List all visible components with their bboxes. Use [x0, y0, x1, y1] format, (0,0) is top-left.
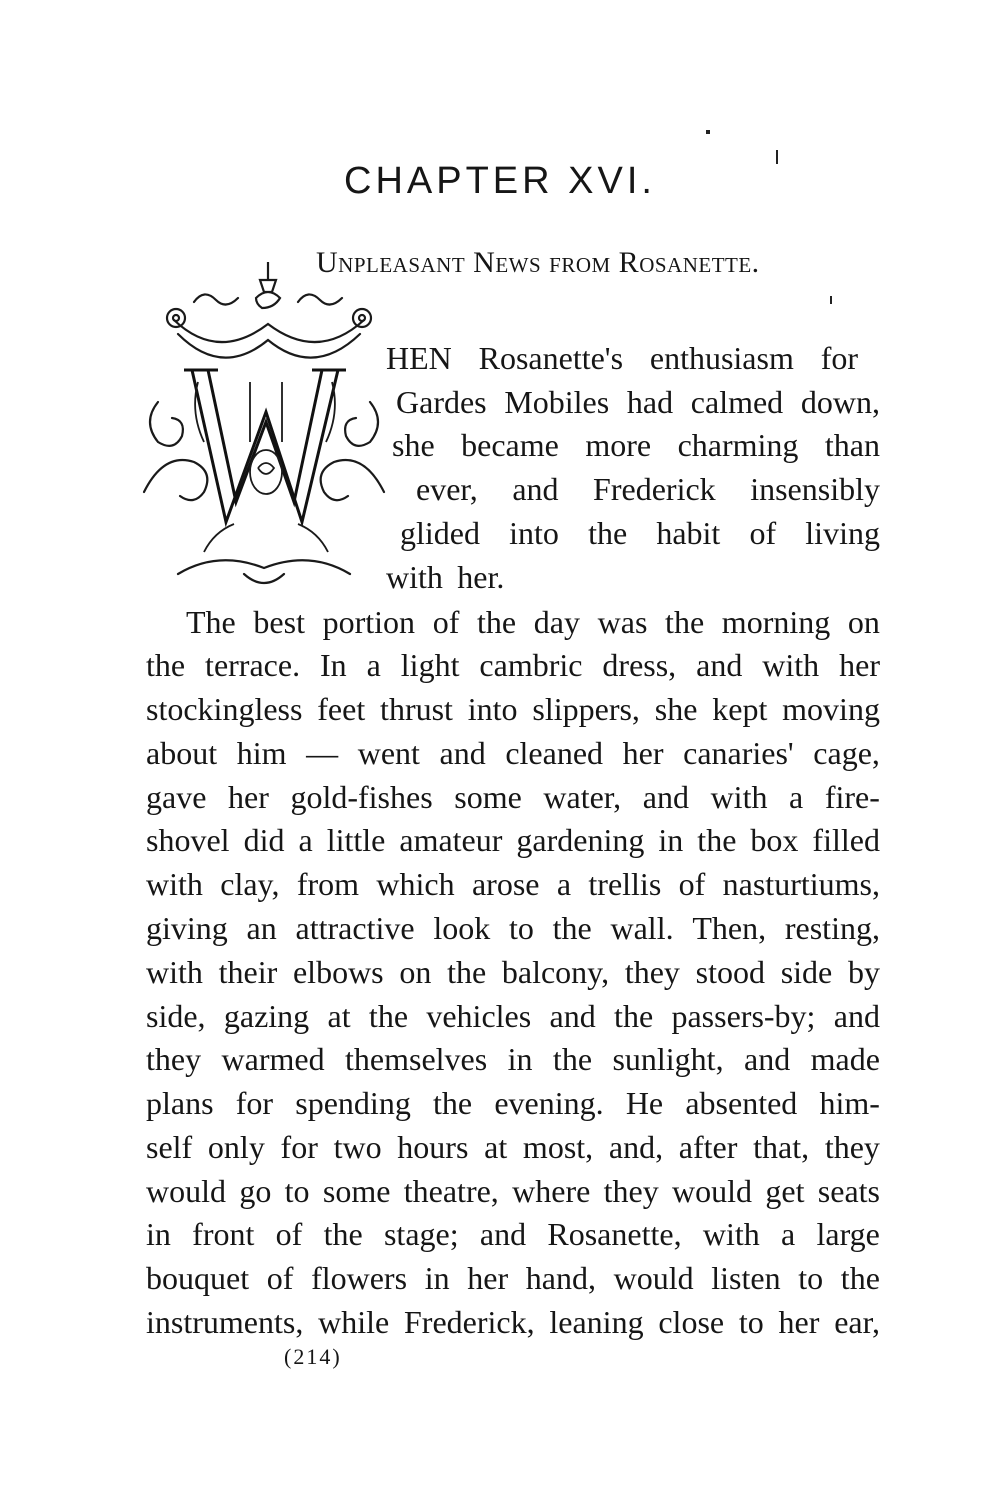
word: resting,: [784, 910, 880, 946]
text-line-15: [146, 954, 880, 990]
word: and: [642, 779, 689, 815]
text-line-16: [146, 998, 880, 1034]
word: slippers,: [532, 691, 640, 727]
word: their: [218, 954, 278, 990]
word: trellis: [588, 866, 662, 902]
word: her: [778, 1304, 820, 1340]
word: did: [243, 822, 285, 858]
word: day: [533, 604, 580, 640]
scan-speck: [776, 150, 778, 164]
word: with: [146, 954, 203, 990]
word: more: [585, 427, 652, 463]
word: the: [697, 822, 737, 858]
word: was: [597, 604, 648, 640]
word: of: [678, 866, 706, 902]
word: and: [512, 471, 559, 507]
word: theatre,: [403, 1173, 499, 1209]
word: him: [236, 735, 287, 771]
word: in: [424, 1260, 450, 1296]
word: bouquet: [146, 1260, 250, 1296]
word: to: [738, 1304, 764, 1340]
word: front: [192, 1216, 255, 1252]
text-line-3: [392, 427, 880, 463]
ornamental-drop-cap-w: [138, 262, 390, 592]
word: the: [323, 1216, 363, 1252]
word: most,: [522, 1129, 594, 1165]
word: him-: [819, 1085, 880, 1121]
word: ear,: [834, 1304, 880, 1340]
word: the: [146, 647, 186, 683]
word: cleaned: [505, 735, 604, 771]
word: with: [710, 779, 768, 815]
word: for: [280, 1129, 318, 1165]
word: down,: [800, 384, 880, 420]
word: a: [789, 779, 804, 815]
word: balcony,: [501, 954, 610, 990]
word: go: [239, 1173, 272, 1209]
word: stage;: [383, 1216, 459, 1252]
word: with: [386, 559, 443, 595]
word: large: [816, 1216, 880, 1252]
word: on: [399, 954, 432, 990]
word: made: [810, 1041, 880, 1077]
word: nasturtiums,: [722, 866, 880, 902]
word: leaning: [549, 1304, 644, 1340]
word: vehicles: [426, 998, 532, 1034]
word: a: [556, 866, 572, 902]
word: look: [433, 910, 491, 946]
word: an: [246, 910, 277, 946]
word: instruments,: [146, 1304, 304, 1340]
word: dress,: [602, 647, 677, 683]
word: about: [146, 735, 218, 771]
word: terrace.: [205, 647, 301, 683]
word: her: [467, 1260, 509, 1296]
word: enthusiasm: [649, 340, 794, 376]
word: calmed: [690, 384, 784, 420]
word: of: [432, 604, 460, 640]
word: plans: [146, 1085, 214, 1121]
word: the: [447, 954, 487, 990]
word: with: [146, 866, 203, 902]
word: in: [658, 822, 684, 858]
word: only: [207, 1129, 265, 1165]
word: a: [781, 1216, 796, 1252]
word: kept: [712, 691, 768, 727]
chapter-title: CHAPTER XVI.: [344, 160, 656, 202]
scan-speck: [830, 296, 832, 304]
word: canaries': [683, 735, 794, 771]
word: cage,: [813, 735, 880, 771]
word: insensibly: [750, 471, 880, 507]
word: the: [477, 604, 517, 640]
word: the: [433, 1085, 473, 1121]
word: they: [824, 1129, 880, 1165]
word: for: [235, 1085, 274, 1121]
word: self: [146, 1129, 193, 1165]
text-line-12: [146, 822, 880, 858]
word: she: [654, 691, 698, 727]
text-line-13: [146, 866, 880, 902]
word: cambric: [479, 647, 583, 683]
word: some: [454, 779, 522, 815]
word: hours: [397, 1129, 469, 1165]
word: portion: [322, 604, 416, 640]
word: for: [820, 340, 858, 376]
word: ever,: [416, 471, 478, 507]
word: into: [467, 691, 518, 727]
word: giving: [146, 910, 228, 946]
text-line-8: [146, 647, 880, 683]
word: from: [296, 866, 360, 902]
text-line-14: [146, 910, 880, 946]
word: while: [318, 1304, 390, 1340]
word: arose: [471, 866, 540, 902]
word: on: [847, 604, 880, 640]
word: attractive: [295, 910, 415, 946]
word: where: [512, 1173, 591, 1209]
word: The: [186, 604, 236, 640]
word: and: [833, 998, 880, 1034]
word: get: [765, 1173, 805, 1209]
word: to: [798, 1260, 824, 1296]
word: with: [762, 647, 820, 683]
word: flowers: [311, 1260, 408, 1296]
text-line-9: [146, 691, 880, 727]
word: her: [839, 647, 880, 683]
word: shovel: [146, 822, 230, 858]
chapter-subtitle: Unpleasant News from Rosanette.: [316, 246, 760, 279]
word: they: [603, 1173, 659, 1209]
word: listen: [711, 1260, 781, 1296]
word: light: [400, 647, 460, 683]
word: and: [549, 998, 596, 1034]
word: box: [750, 822, 799, 858]
word: amateur: [399, 822, 503, 858]
text-line-6: [386, 559, 586, 595]
text-line-7: [186, 604, 880, 640]
word: fire-: [824, 779, 880, 815]
word: stood: [695, 954, 765, 990]
word: themselves: [345, 1041, 488, 1077]
word: stockingless: [146, 691, 303, 727]
word: that,: [753, 1129, 810, 1165]
word: the: [588, 515, 628, 551]
word: had: [626, 384, 674, 420]
text-line-20: [146, 1173, 880, 1209]
word: in: [507, 1041, 533, 1077]
word: than: [824, 427, 880, 463]
word: the: [552, 910, 592, 946]
word: filled: [812, 822, 880, 858]
word: Frederick: [593, 471, 716, 507]
word: clay,: [220, 866, 280, 902]
word: feet: [317, 691, 366, 727]
word: at: [327, 998, 351, 1034]
word: seats: [817, 1173, 880, 1209]
word: Then,: [692, 910, 767, 946]
word: moving: [782, 691, 880, 727]
word: her: [622, 735, 664, 771]
word: water,: [543, 779, 622, 815]
word: by: [847, 954, 880, 990]
word: wall.: [610, 910, 674, 946]
word: into: [509, 515, 559, 551]
word: in: [146, 1216, 171, 1252]
word: thrust: [380, 691, 453, 727]
word: they: [624, 954, 680, 990]
word: two: [333, 1129, 382, 1165]
word: at: [484, 1129, 508, 1165]
text-line-10: [146, 735, 880, 771]
word: gold-fishes: [290, 779, 433, 815]
word: Rosanette's: [478, 340, 624, 376]
word: spending: [295, 1085, 411, 1121]
word: and: [439, 735, 486, 771]
text-line-11: [146, 779, 880, 815]
word: with: [702, 1216, 760, 1252]
word: living: [805, 515, 880, 551]
word: went: [357, 735, 420, 771]
word: little: [326, 822, 386, 858]
word: her.: [457, 559, 505, 595]
word: and,: [608, 1129, 664, 1165]
text-line-4: [416, 471, 880, 507]
word: would: [613, 1260, 694, 1296]
word: after: [678, 1129, 738, 1165]
word: to: [284, 1173, 310, 1209]
word: and: [743, 1041, 791, 1077]
text-line-5: [400, 515, 880, 551]
word: a: [298, 822, 313, 858]
text-line-18: [146, 1085, 880, 1121]
word: would: [672, 1173, 753, 1209]
word: HEN: [386, 340, 452, 376]
word: Frederick,: [403, 1304, 535, 1340]
word: charming: [677, 427, 799, 463]
word: habit: [656, 515, 721, 551]
word: Mobiles: [504, 384, 610, 420]
word: the: [665, 604, 705, 640]
word: became: [461, 427, 559, 463]
word: sunlight,: [612, 1041, 724, 1077]
page-number: (214): [284, 1344, 342, 1369]
text-line-23: [146, 1304, 880, 1340]
word: side: [780, 954, 833, 990]
text-line-19: [146, 1129, 880, 1165]
word: her: [228, 779, 269, 815]
word: absented: [685, 1085, 798, 1121]
word: which: [376, 866, 455, 902]
word: Gardes: [396, 384, 487, 420]
word: Rosanette,: [547, 1216, 682, 1252]
word: gardening: [516, 822, 645, 858]
word: the: [552, 1041, 593, 1077]
word: some: [322, 1173, 391, 1209]
word: of: [275, 1216, 303, 1252]
word: the: [840, 1260, 880, 1296]
word: warmed: [221, 1041, 325, 1077]
word: He: [625, 1085, 664, 1121]
word: glided: [400, 515, 480, 551]
word: of: [749, 515, 777, 551]
word: and: [696, 647, 743, 683]
word: In: [320, 647, 347, 683]
word: passers-by;: [671, 998, 816, 1034]
text-line-21: [146, 1216, 880, 1252]
word: gazing: [223, 998, 310, 1034]
text-line-17: [146, 1041, 880, 1077]
word: a: [366, 647, 381, 683]
word: evening.: [494, 1085, 604, 1121]
text-line-2: [396, 384, 880, 420]
word: best: [253, 604, 305, 640]
word: she: [392, 427, 435, 463]
word: to: [508, 910, 534, 946]
word: close: [658, 1304, 725, 1340]
text-line-1: [386, 340, 858, 376]
word: morning: [721, 604, 831, 640]
word: side,: [146, 998, 206, 1034]
word: hand,: [525, 1260, 596, 1296]
scan-speck: [706, 130, 710, 134]
word: would: [146, 1173, 226, 1209]
word: they: [146, 1041, 202, 1077]
word: the: [368, 998, 409, 1034]
word: and: [479, 1216, 527, 1252]
word: of: [266, 1260, 294, 1296]
word: gave: [146, 779, 207, 815]
word: the: [614, 998, 654, 1034]
text-line-22: [146, 1260, 880, 1296]
word: —: [306, 735, 339, 771]
word: elbows: [292, 954, 384, 990]
